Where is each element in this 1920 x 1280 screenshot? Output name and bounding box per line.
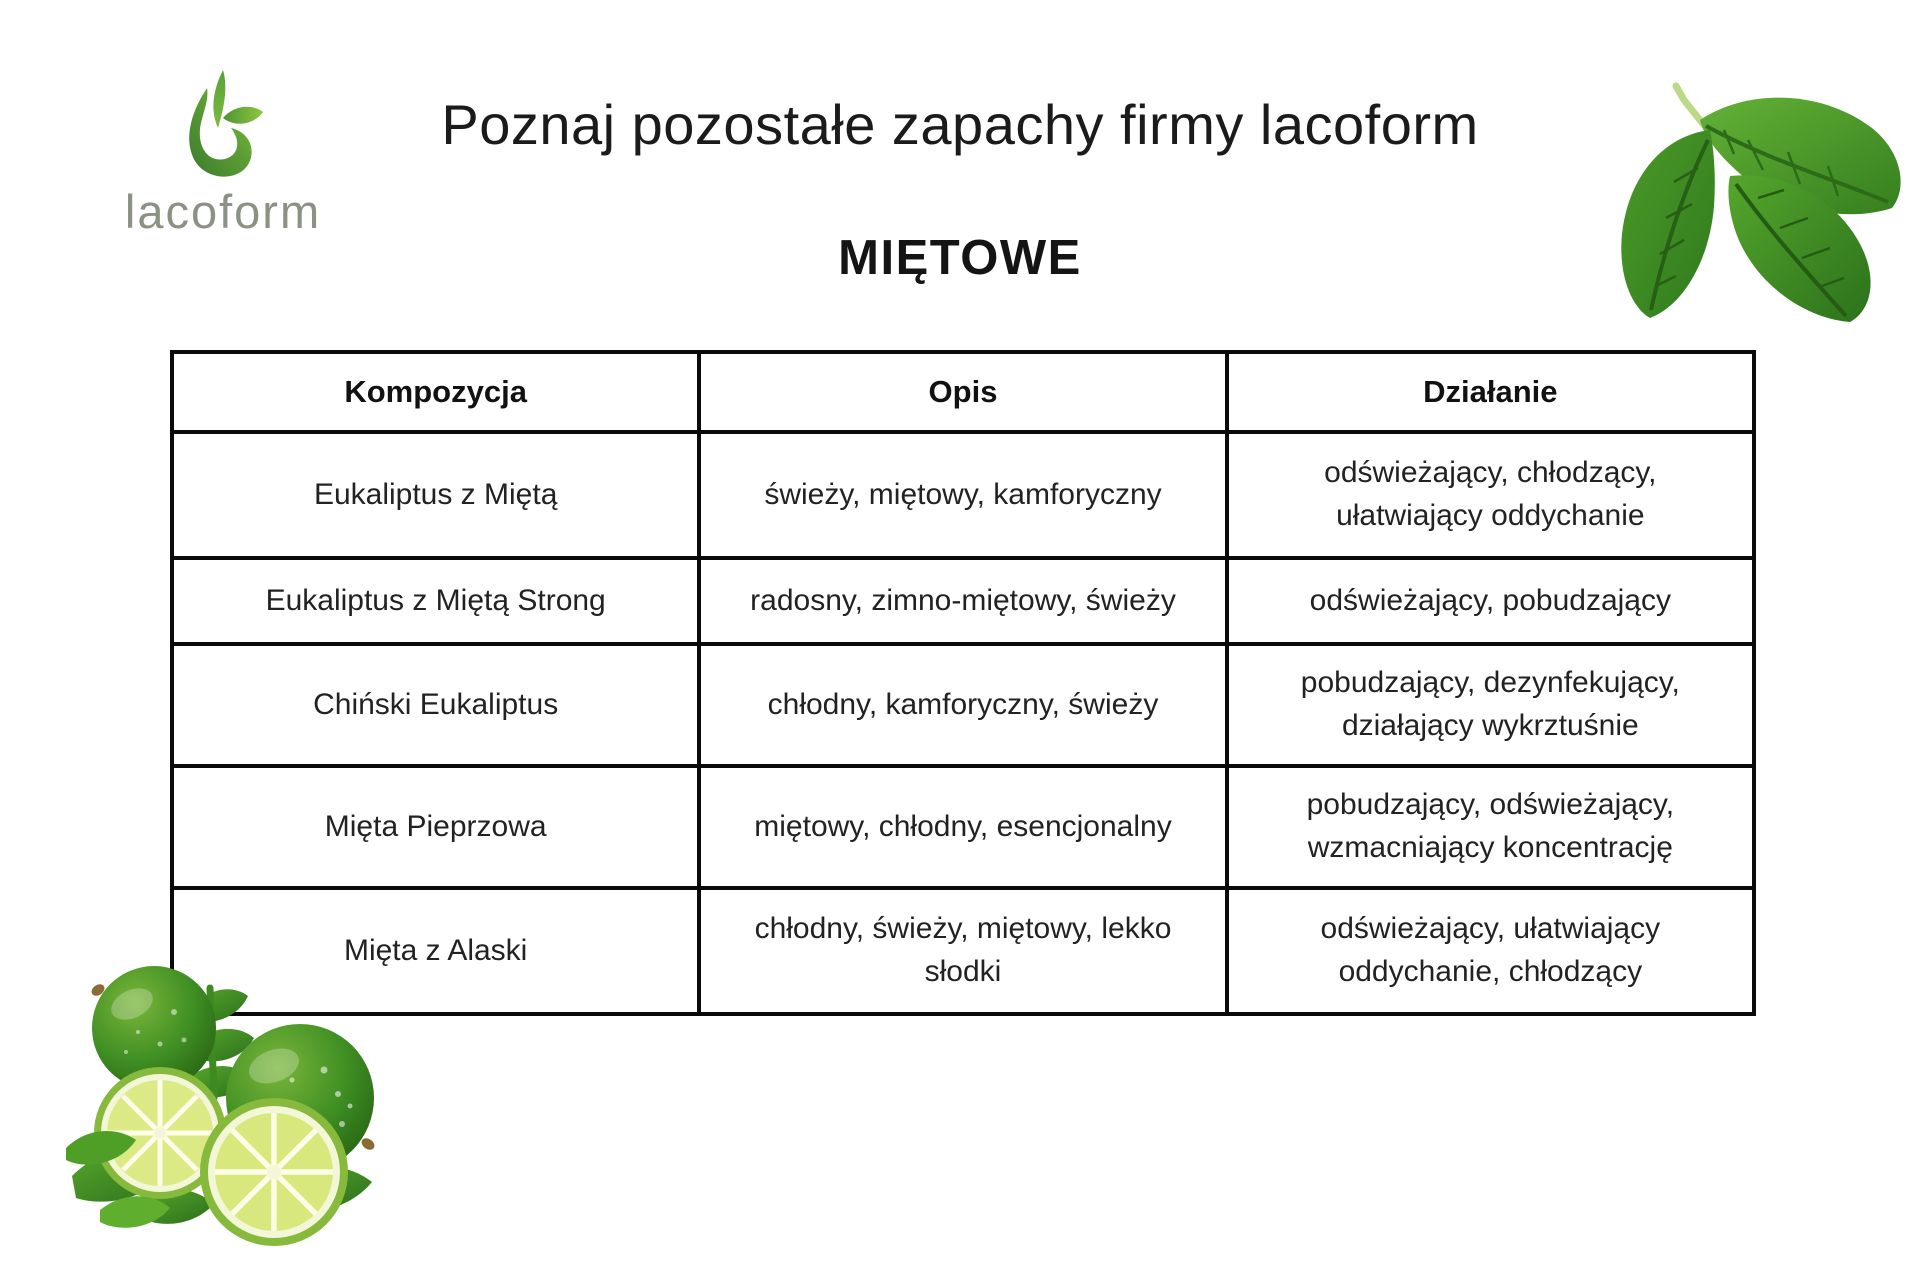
table-cell-kompozycja: Chiński Eukaliptus [172, 644, 699, 766]
limes-and-mint-photo [42, 948, 388, 1248]
table-cell-dzialanie: odświeżający, ułatwiający oddychanie, chłodzący [1227, 888, 1754, 1014]
table-cell-opis: chłodny, świeży, miętowy, lekko słodki [699, 888, 1226, 1014]
table-cell-dzialanie: pobudzający, dezynfekujący, działający wykrztuśnie [1227, 644, 1754, 766]
table-cell-opis: chłodny, kamforyczny, świeży [699, 644, 1226, 766]
table-row [172, 766, 1754, 888]
fragrance-table [170, 350, 1756, 1016]
table-cell-opis: radosny, zimno-miętowy, świeży [699, 558, 1226, 644]
table-header-row [172, 352, 1754, 432]
table-cell-kompozycja: Eukaliptus z Miętą [172, 432, 699, 558]
table-row [172, 432, 1754, 558]
table-cell-opis: świeży, miętowy, kamforyczny [699, 432, 1226, 558]
mint-leaves-photo [1588, 48, 1920, 348]
category-subtitle: MIĘTOWE [838, 231, 1082, 285]
table-cell-dzialanie: pobudzający, odświeżający, wzmacniający koncentrację [1227, 766, 1754, 888]
table-cell-kompozycja: Mięta z Alaski [172, 888, 699, 1014]
column-header-kompozycja: Kompozycja [172, 352, 699, 432]
table-row [172, 644, 1754, 766]
table-cell-kompozycja: Mięta Pieprzowa [172, 766, 699, 888]
table-cell-opis: miętowy, chłodny, esencjonalny [699, 766, 1226, 888]
column-header-opis: Opis [699, 352, 1226, 432]
table-header [172, 352, 1754, 432]
table-cell-dzialanie: odświeżający, pobudzający [1227, 558, 1754, 644]
table-cell-dzialanie: odświeżający, chłodzący, ułatwiający oddychanie [1227, 432, 1754, 558]
table-row [172, 558, 1754, 644]
table-cell-kompozycja: Eukaliptus z Miętą Strong [172, 558, 699, 644]
table-row [172, 888, 1754, 1014]
column-header-dzialanie: Działanie [1227, 352, 1754, 432]
logo-text: lacoform [124, 185, 322, 238]
page-title: Poznaj pozostałe zapachy firmy lacoform [441, 93, 1479, 156]
table-body [172, 432, 1754, 1014]
